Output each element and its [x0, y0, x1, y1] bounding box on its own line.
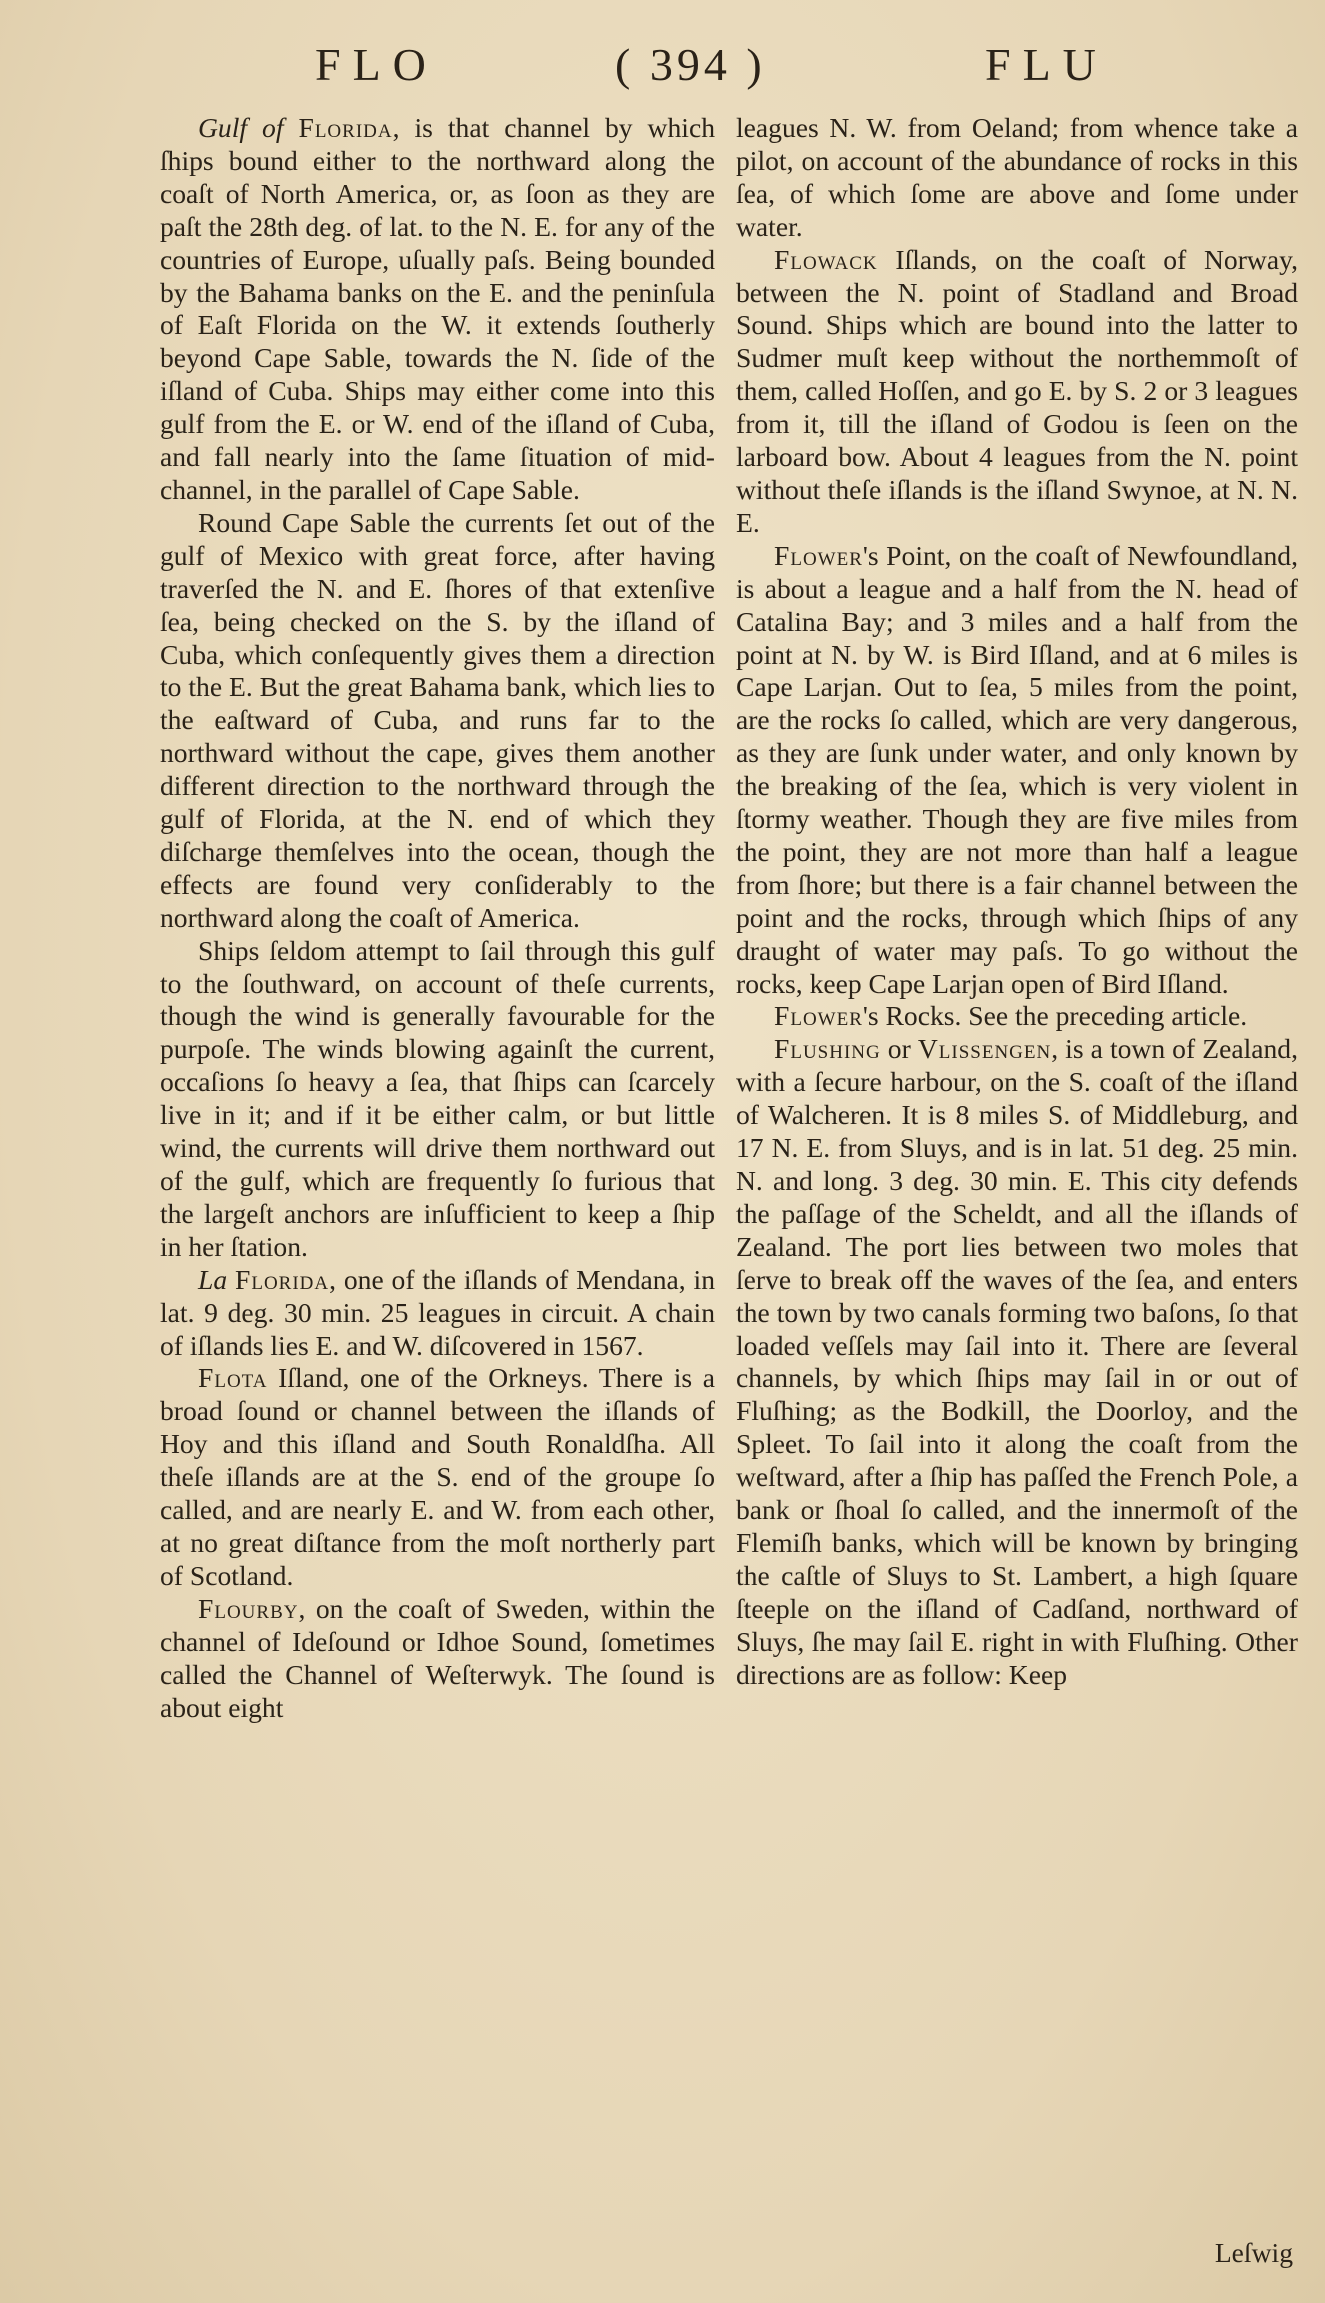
running-head — [0, 38, 1325, 98]
running-head-left: FLO — [315, 39, 438, 90]
entry-headword: Florida — [298, 112, 393, 143]
entry-lead: Gulf of — [198, 112, 284, 143]
catchword: Leſwig — [1214, 2237, 1293, 2268]
entry-flushing — [736, 1033, 1298, 1691]
entry-connector: or — [880, 1033, 918, 1065]
entry-text: , is a town of Zealand, with a ſecure harbour, on the S. coaſt of the iſland of Walcheren. It is 8 miles S. of Middleburg, and 17 N. E. from Sluys, and is in lat. 51 deg. 25 min. N. and long. 3 deg. 30 min. E. This city defends the paſſage of the Scheldt, and all the iſlands of Zealand. The port lies between two moles that ſerve to break off the waves of the ſea, and enters the town by two canals forming two baſons, ſo that loaded veſſels may ſail into it. There are ſeveral channels, by which ſhips may ſail in or out of Fluſhing; as the Bodkill, the Doorloy, and the Spleet. To ſail into it along the coaſt from the weſtward, after a ſhip has paſſed the French Pole, a bank or ſhoal ſo called, and the innermoſt of the Flemiſh banks, which will be known by bringing the caſtle of Sluys to St. Lambert, a high ſquare ſteeple on the iſland of Cadſand, northward of Sluys, ſhe may ſail E. right in with Fluſhing. Other directions are as follow: Keep — [736, 1033, 1298, 1690]
entry-flowers-rocks — [736, 1000, 1298, 1033]
entry-text: 's Rocks. See the preceding article. — [862, 1000, 1248, 1032]
entry-flourby — [160, 1593, 715, 1725]
entry-flowack — [736, 244, 1298, 540]
entry-text: , one of the iſlands of Mendana, in lat. 9 deg. 30 min. 25 leagues in circuit. A chain of iſlands lies E. and W. diſcovered in 1567. — [160, 1263, 715, 1361]
entry-flota — [160, 1362, 715, 1592]
entry-la-florida — [160, 1264, 715, 1363]
entry-headword: Flower — [774, 1000, 863, 1032]
page-number: ( 394 ) — [615, 39, 766, 90]
running-head-right: FLU — [985, 39, 1108, 90]
entry-text: Round Cape Sable the currents ſet out of the gulf of Mexico with great force, after having traverſed the N. and E. ſhores of that extenſive ſea, being checked on the S. by the iſland of Cuba, which conſequently gives them a direction to the E. But the great Bahama bank, which lies to the eaſtward of Cuba, and runs far to the northward without the cape, gives them another different direction to the northward through the gulf of Florida, at the N. end of which they diſcharge themſelves into the ocean, though the effects are found very conſiderably to the northward along the coaſt of America. — [160, 506, 715, 933]
entry-text: 's Point, on the coaſt of Newfoundland, is about a league and a half from the N. head of Catalina Bay; and 3 miles and a half from the point at N. by W. is Bird Iſland, and at 6 miles is Cape Larjan. Out to ſea, 5 miles from the point, are the rocks ſo called, which are very dangerous, as they are ſunk under water, and only known by the breaking of the ſea, which is very violent in ſtormy weather. Though they are five miles from the point, they are not more than half a league from ſhore; but there is a fair channel between the point and the rocks, through which ſhips of any draught of water may paſs. To go without the rocks, keep Cape Larjan open of Bird Iſland. — [736, 539, 1298, 999]
entry-headword-alt: Vlissengen — [917, 1033, 1052, 1065]
entry-text: Ships ſeldom attempt to ſail through this gulf to the ſouthward, on account of theſe currents, though the wind is generally favourable for the purpoſe. The winds blowing againſt the current, occaſions ſo heavy a ſea, that ſhips can ſcarcely live in it; and if it be either calm, or but little wind, the currents will drive them northward out of the gulf, which are frequently ſo furious that the largeſt anchors are inſufficient to keep a ſhip in her ſtation. — [160, 934, 715, 1262]
entry-text: , on the coaſt of Sweden, within the channel of Ideſound or Idhoe Sound, ſometimes called the Channel of Weſterwyk. The ſound is about eight — [160, 1592, 715, 1723]
entry-headword: Flota — [198, 1362, 268, 1394]
entry-text: leagues N. W. from Oeland; from whence take a pilot, on account of the abundance of rocks in this ſea, of which ſome are above and ſome under water. — [736, 112, 1298, 242]
entry-headword: Flower — [774, 539, 863, 571]
entry-headword: Flourby — [198, 1592, 299, 1624]
entry-headword: Flushing — [774, 1033, 881, 1065]
entry-text: Iſland, one of the Orkneys. There is a broad ſound or channel between the iſlands of Hoy and this iſland and South Ronaldſha. All theſe iſlands are at the S. end of the groupe ſo called, and are nearly E. and W. from each other, at no great diſtance from the moſt northerly part of Scotland. — [160, 1362, 715, 1591]
entry-lead: La — [198, 1263, 228, 1295]
entry-headword: Flowack — [774, 243, 878, 275]
paragraph-cape-sable-currents — [160, 507, 715, 935]
entry-headword: Florida — [235, 1263, 330, 1295]
entry-flowers-point — [736, 540, 1298, 1001]
entry-gulf-of-florida — [160, 112, 715, 507]
right-column — [736, 112, 1298, 1692]
paragraph-ships-seldom — [160, 935, 715, 1264]
entry-text: Iſlands, on the coaſt of Norway, between the N. point of Stadland and Broad Sound. Ships which are bound into the latter to Sudmer muſt keep without the northemmoſt of them, called Hoſſen, and go E. by S. 2 or 3 leagues from it, till the iſland of Godou is ſeen on the larboard bow. About 4 leagues from the N. point without theſe iſlands is the iſland Swynoe, at N. N. E. — [736, 243, 1298, 538]
left-column — [160, 112, 715, 1724]
entry-text: , is that channel by which ſhips bound either to the northward along the coaſt of North America, or, as ſoon as they are paſt the 28th deg. of lat. to the N. E. for any of the countries of Europe, uſually paſs. Being bounded by the Bahama banks on the E. and the peninſula of Eaſt Florida on the W. it extends ſoutherly beyond Cape Sable, towards the N. ſide of the iſland of Cuba. Ships may either come into this gulf from the E. or W. end of the iſland of Cuba, and fall nearly into the ſame ſituation of mid-channel, in the parallel of Cape Sable. — [160, 112, 715, 505]
paragraph-continuation — [736, 112, 1298, 244]
